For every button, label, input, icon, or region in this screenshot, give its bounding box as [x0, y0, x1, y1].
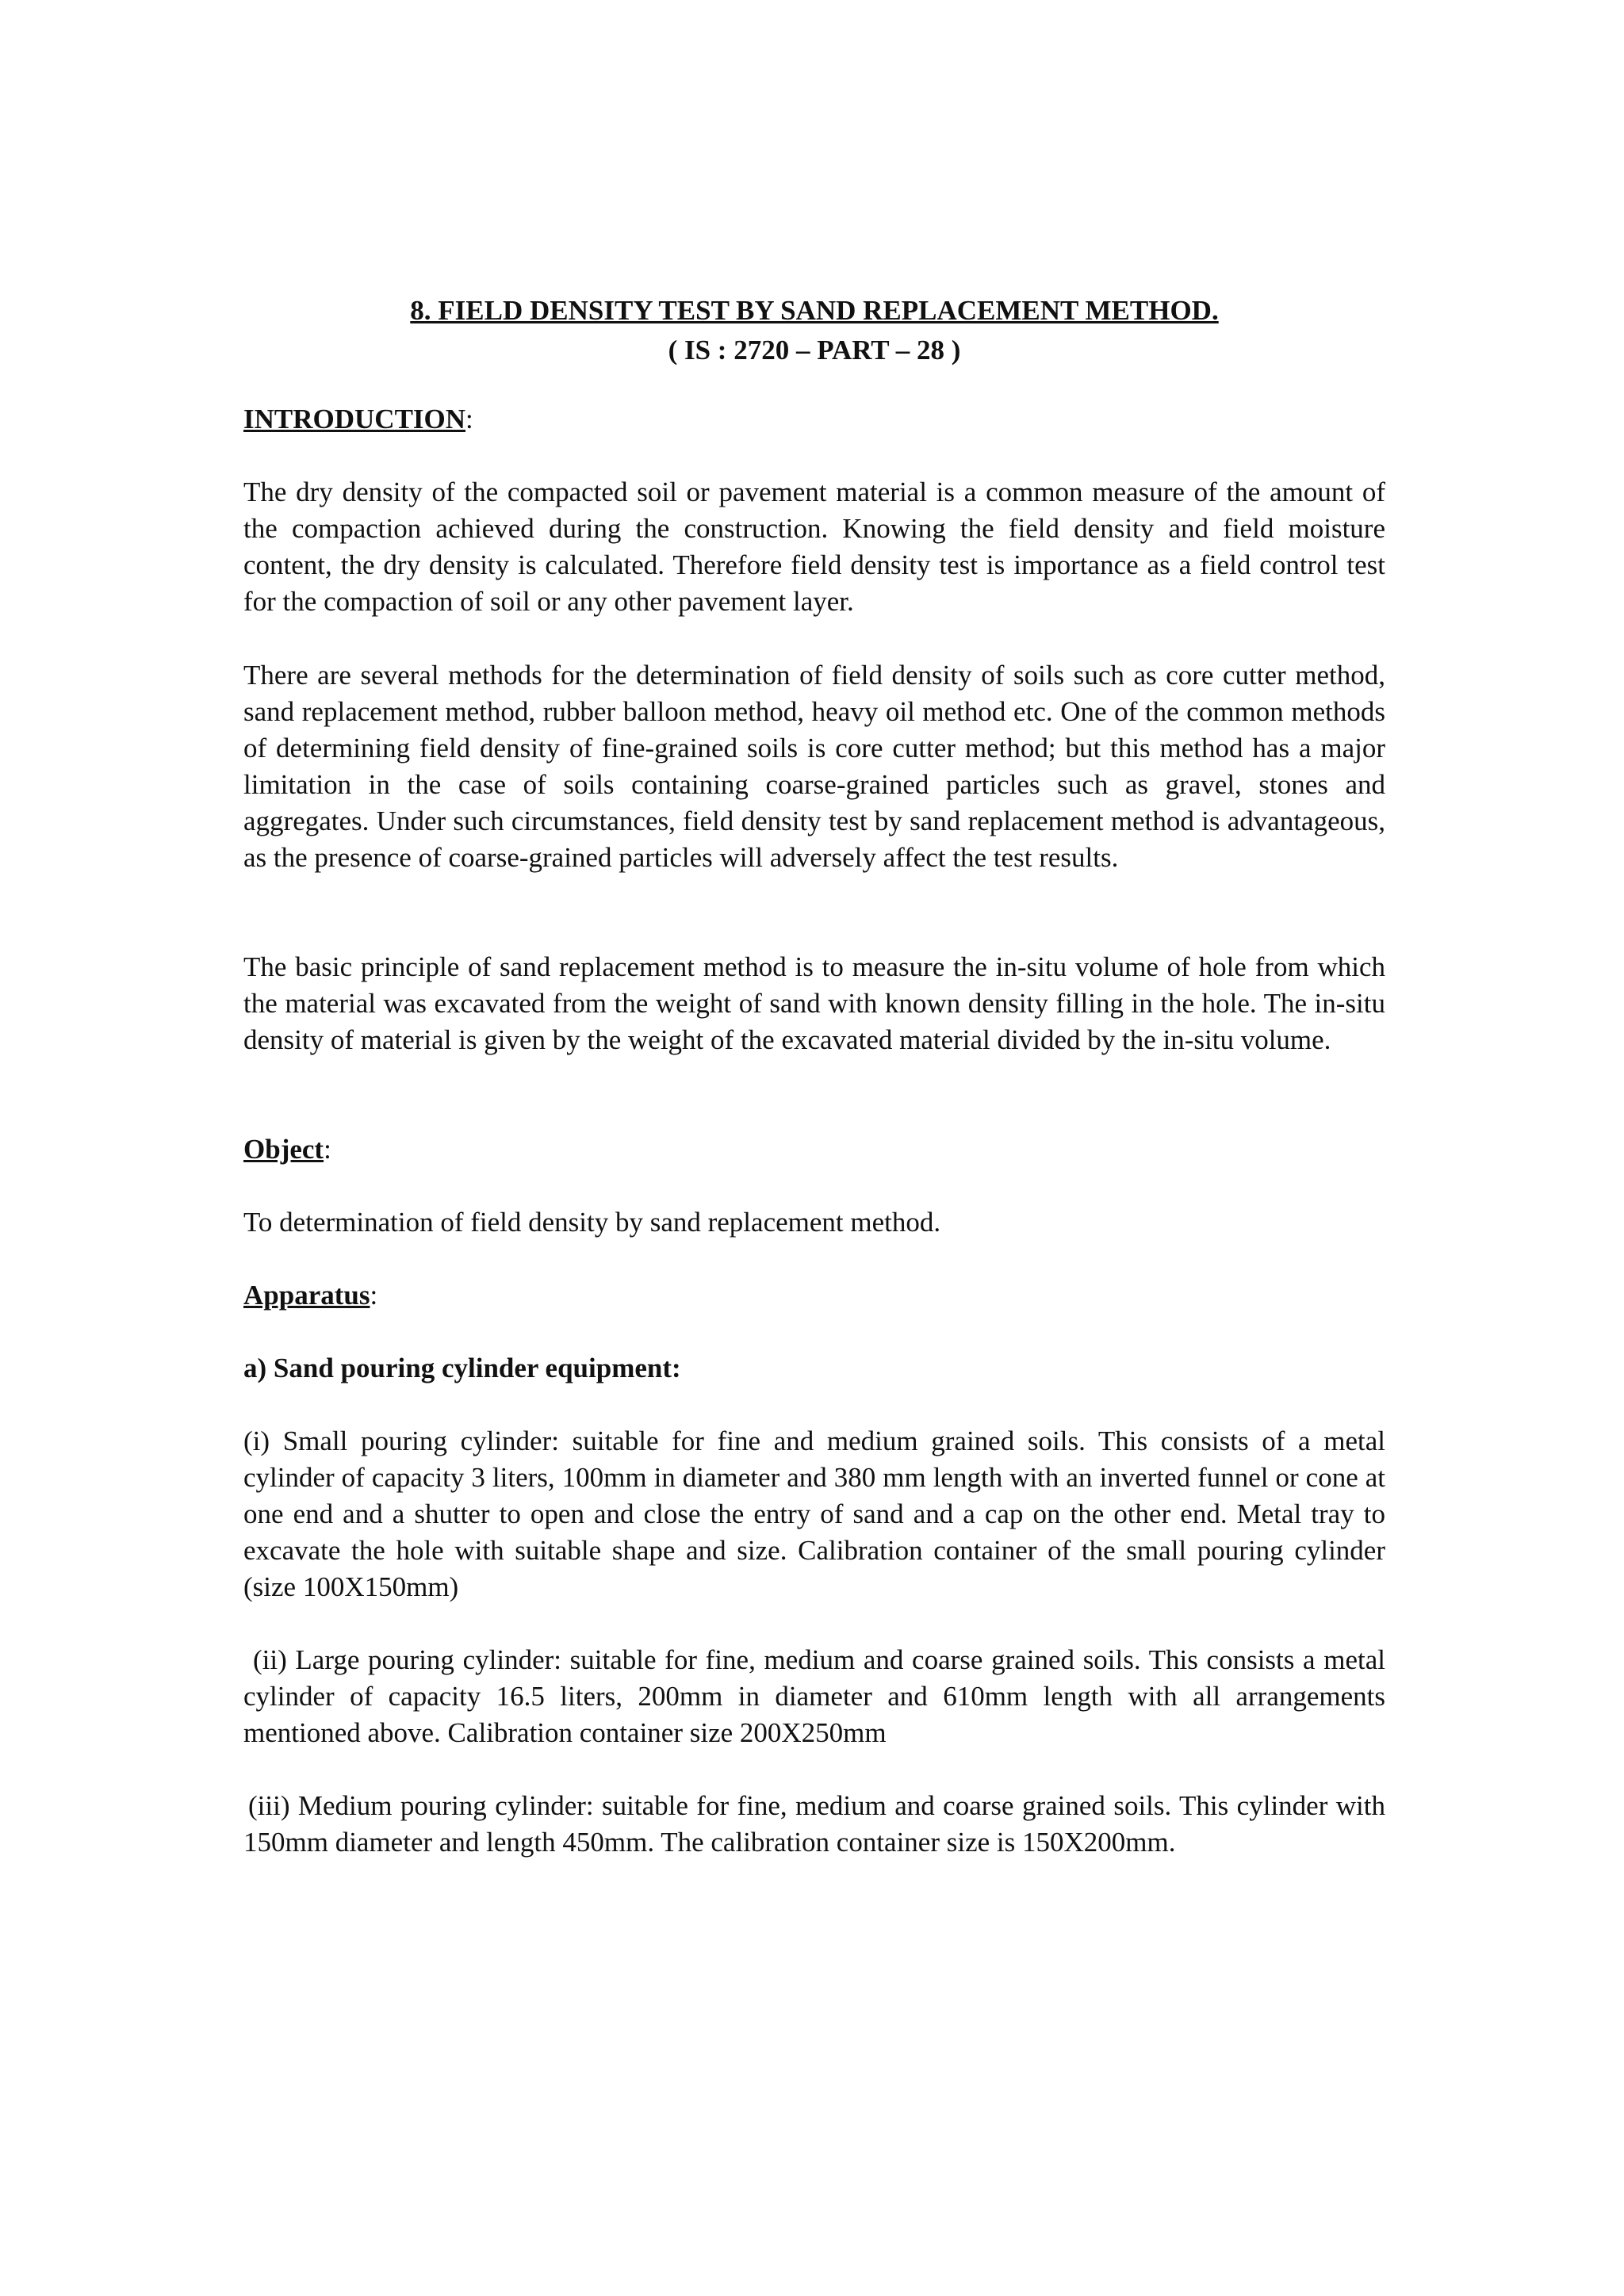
apparatus-item-large-cylinder: (ii) Large pouring cylinder: suitable for fine, medium and coarse grained soils. This consists a metal cylinder of capacity 16.5 liters, 200mm in diameter and 610mm length with all arrangements mentioned above. Calibration container size 200X250mm — [243, 1644, 1385, 1748]
introduction-heading — [243, 401, 1385, 438]
apparatus-heading — [243, 1277, 1385, 1314]
object-heading-text: Object — [243, 1134, 324, 1165]
document-title — [243, 292, 1385, 330]
introduction-heading-text: INTRODUCTION — [243, 404, 466, 434]
introduction-paragraph-1: The dry density of the compacted soil or pavement material is a common measure of the amount of the compaction achieved during the construction. Knowing the field density and field moisture content, the dry density is calculated. Therefore field density test is importance as a field control test for the compaction of soil or any other pavement layer. — [243, 476, 1385, 617]
standard-reference: ( IS : 2720 – PART – 28 ) — [668, 335, 961, 365]
introduction-paragraph-2: There are several methods for the determination of field density of soils such as core cutter method, sand replacement method, rubber balloon method, heavy oil method etc. One of the common methods of determining field density of fine-grained soils is core cutter method; but this method has a major limitation in the case of soils containing coarse-grained particles such as gravel, stones and aggregates. Under such circumstances, field density test by sand replacement method is advantageous, as the presence of coarse-grained particles will adversely affect the test results. — [243, 660, 1385, 873]
object-heading-colon: : — [324, 1134, 331, 1165]
apparatus-item-medium-cylinder: (iii) Medium pouring cylinder: suitable for fine, medium and coarse grained soils. This cylinder with 150mm diameter and length 450mm. The calibration container size is 150X200mm. — [243, 1790, 1385, 1858]
apparatus-heading-text: Apparatus — [243, 1280, 370, 1311]
sand-pouring-subheading: a) Sand pouring cylinder equipment: — [243, 1353, 681, 1383]
introduction-paragraph-3: The basic principle of sand replacement method is to measure the in-situ volume of hole from which the material was excavated from the weight of sand with known density filling in the hole. The in-situ density of material is given by the weight of the excavated material divided by the in-situ volume. — [243, 951, 1385, 1055]
apparatus-item-small-cylinder: (i) Small pouring cylinder: suitable for fine and medium grained soils. This consists of a metal cylinder of capacity 3 liters, 100mm in diameter and 380 mm length with an inverted funnel or cone at one end and a shutter to open and close the entry of sand and a cap on the other end. Metal tray to excavate the hole with suitable shape and size. Calibration container of the small pouring cylinder (size 100X150mm) — [243, 1425, 1385, 1602]
title-text: 8. FIELD DENSITY TEST BY SAND REPLACEMENT METHOD. — [410, 295, 1219, 326]
object-heading — [243, 1131, 1385, 1168]
object-text: To determination of field density by sand replacement method. — [243, 1207, 941, 1238]
apparatus-heading-colon: : — [370, 1280, 378, 1311]
introduction-heading-colon: : — [465, 404, 473, 434]
